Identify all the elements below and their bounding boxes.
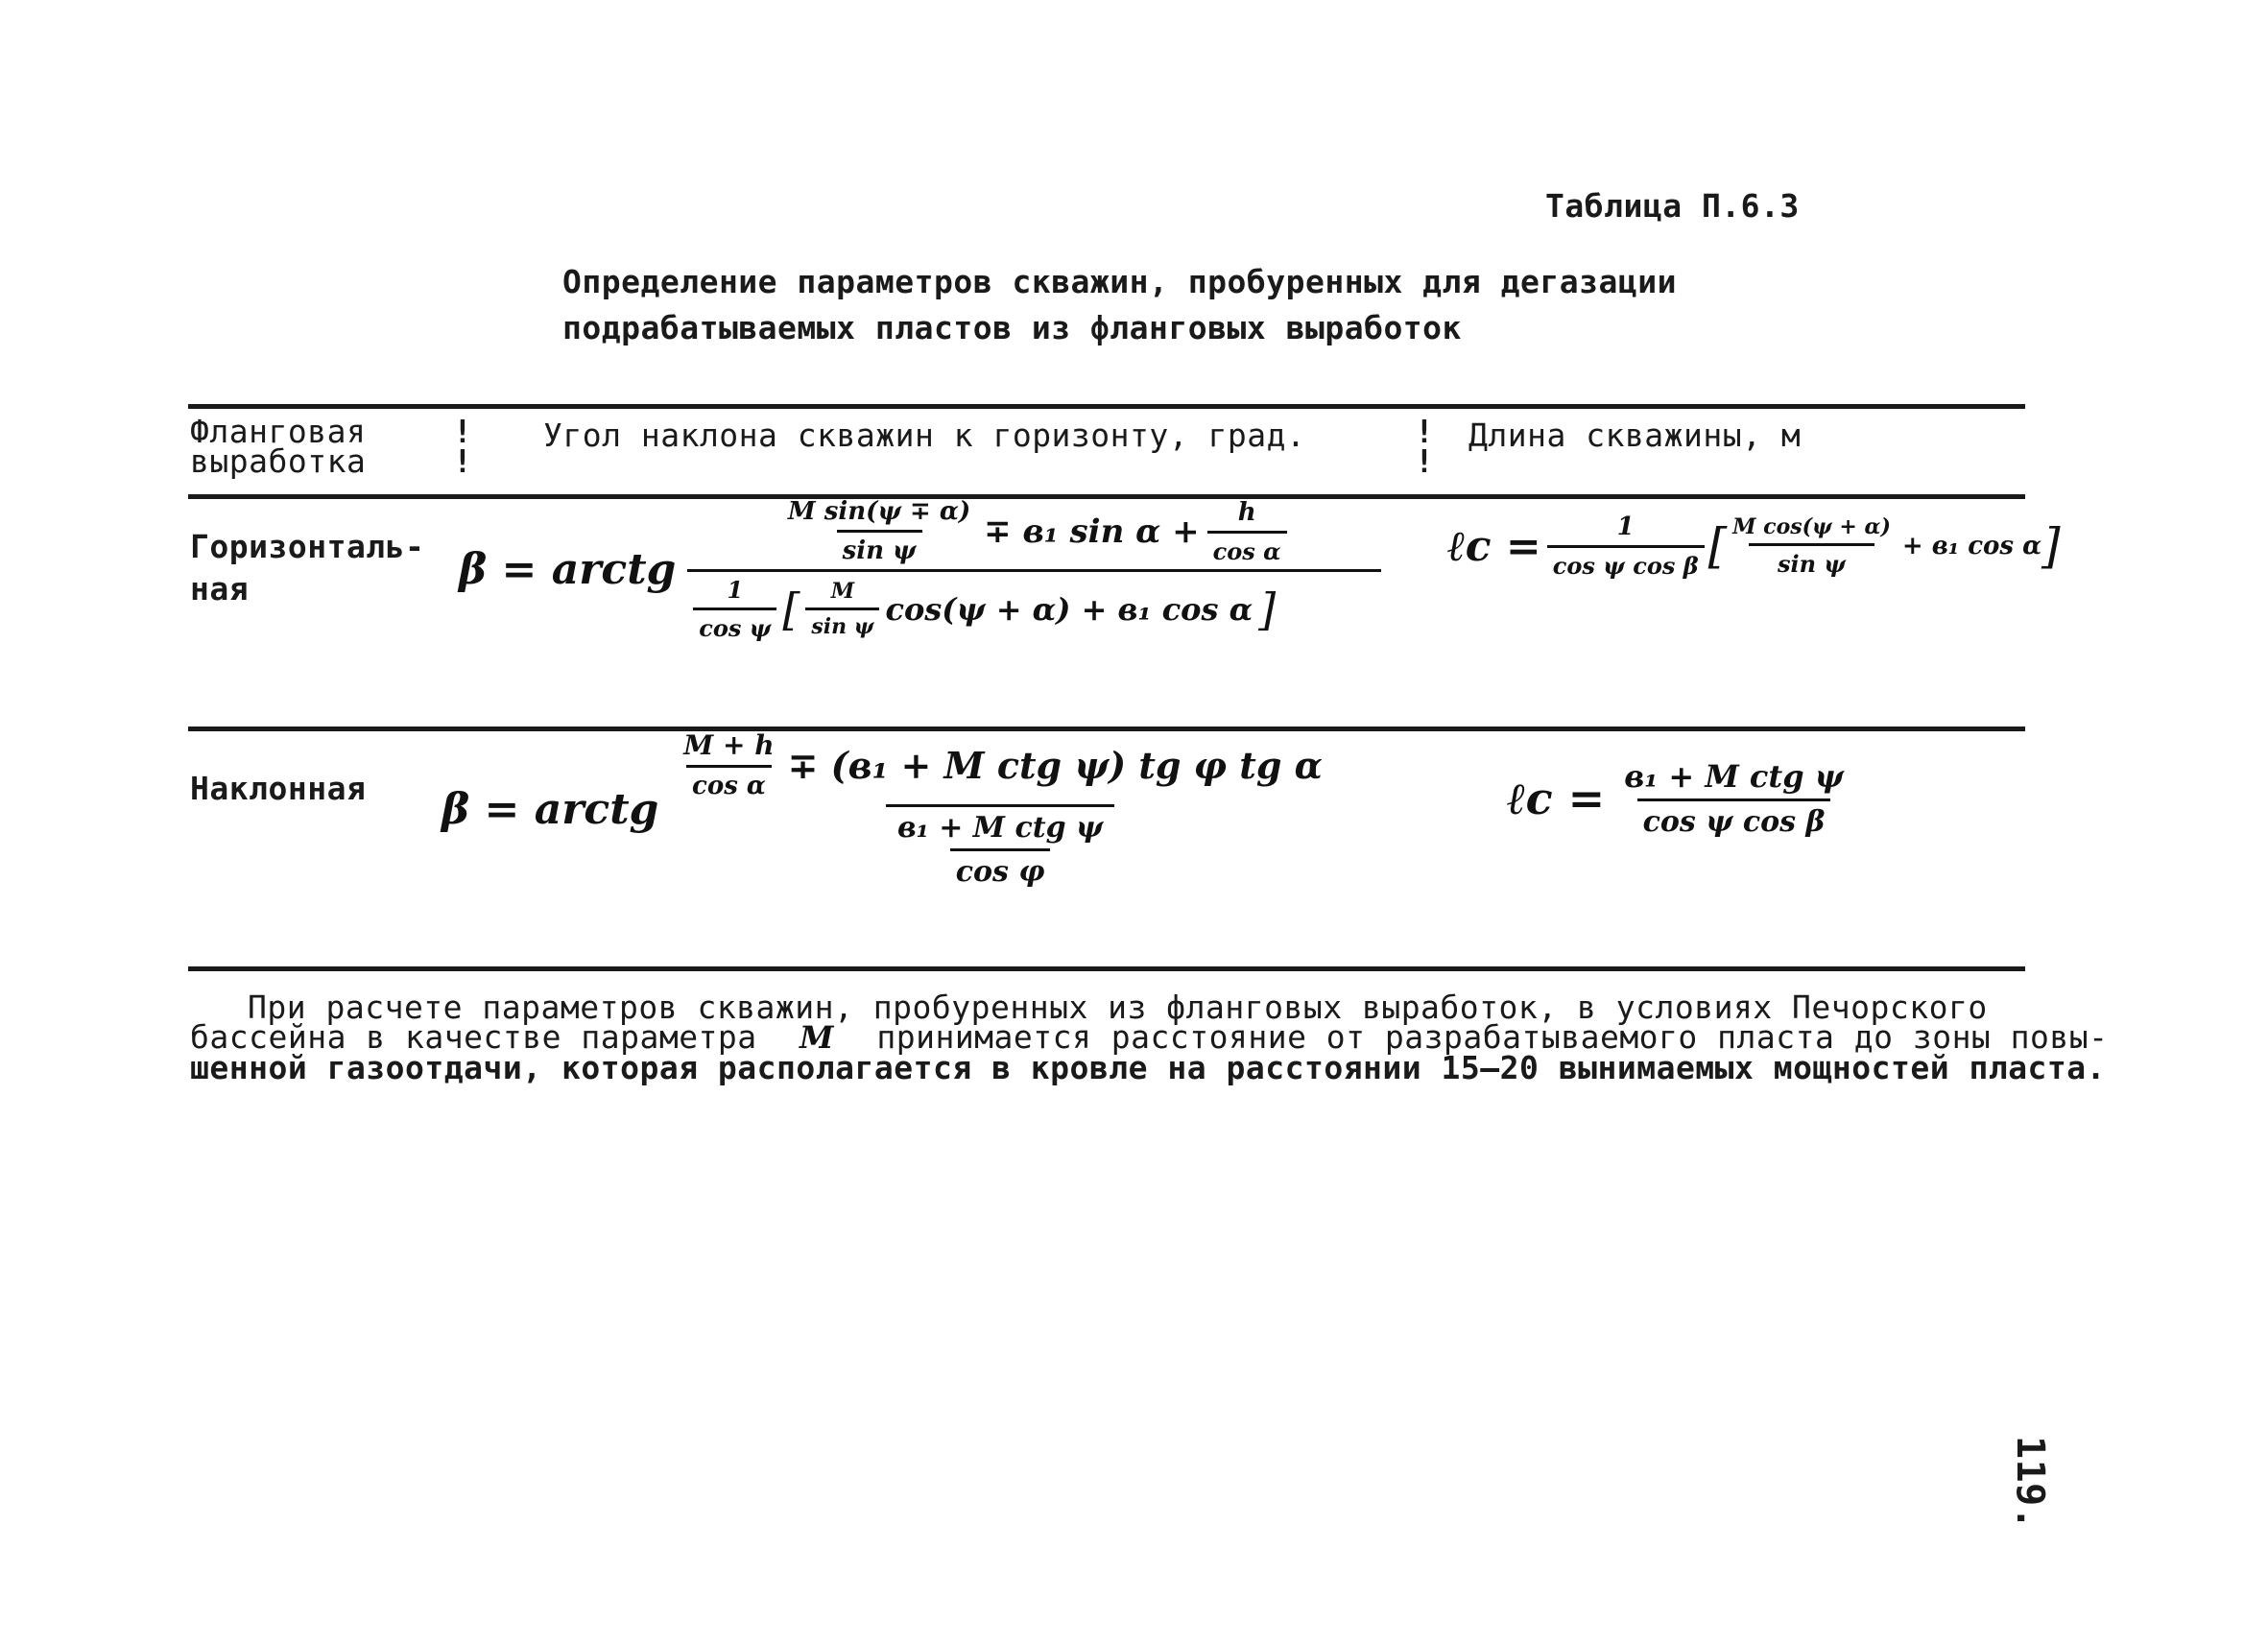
table-top-rule xyxy=(188,404,2025,409)
table-title-line2: подрабатываемых пластов из фланговых выработок xyxy=(562,309,1462,346)
page-number: 119. xyxy=(2008,1436,2052,1531)
note-paragraph xyxy=(190,989,2109,1086)
note-line1: При расчете параметров скважин, пробуренных из фланговых выработок, в условиях Печорского xyxy=(248,989,1988,1026)
table-bottom-rule xyxy=(188,966,2025,971)
header-col1-line2: выработка xyxy=(190,442,367,480)
table-title-line1: Определение параметров скважин, пробуренных для дегазации xyxy=(562,263,1677,300)
row-label-horizontal: Горизонталь- ная xyxy=(190,528,425,608)
header-separator-1: ! ! xyxy=(453,413,473,480)
formula-length-inclined: ℓc = $\frac{\text{в₁ + M ctg ψ}}{\text{cos ψ cos β}}$ xyxy=(1507,758,1844,839)
table-label: Таблица П.6.3 xyxy=(1545,187,1800,225)
note-param-m: M xyxy=(800,1019,834,1056)
header-col2: Угол наклона скважин к горизонту, град. xyxy=(543,417,1306,454)
note-line3: шенной газоотдачи, которая располагается в кровле на расстоянии 15–20 вынимаемых мощностей пласта. xyxy=(190,1049,2107,1086)
header-col1 xyxy=(190,413,367,480)
formula-angle-horizontal xyxy=(459,497,1381,642)
main-fraction: $\frac{\text{M sin(ψ ∓ α)}}{\text{sin ψ}}$ ∓ в₁ sin α + $\frac{h}{\text{cos α}}$ $\frac{1}{\text{cos ψ}}$ [ $\frac{M}{\text{sin ψ}}$ cos(ψ + α) + в₁ cos α ] xyxy=(687,497,1381,642)
main-fraction: $\frac{M + h}{\text{cos α}}$ ∓ (в₁ + M ctg ψ) tg φ tg α $\frac{\text{в₁ + M ctg ψ}}{\text{cos φ}}$ xyxy=(683,729,1323,889)
note-line2: бассейна в качестве параметра M принимается расстояние от разрабатываемого пласта до зоны повы- xyxy=(190,1018,2109,1056)
formula-angle-inclined: β = arctg $\frac{M + h}{\text{cos α}}$ ∓ (в₁ + M ctg ψ) tg φ tg α $\frac{\text{в₁ + M ctg ψ}}{\text{cos φ}}$ xyxy=(442,729,1328,889)
row-label-inclined: Наклонная xyxy=(190,770,367,807)
formula-lhs: β = arctg xyxy=(459,545,677,594)
header-col1-line1: Фланговая xyxy=(190,413,367,450)
formula-length-horizontal: ℓc = $\frac{1}{\text{cos ψ cos β}}$ [ $\frac{\text{M cos(ψ + α)}}{\text{sin ψ}}$ + в₁ cos α ] xyxy=(1447,512,2061,580)
header-col3: Длина скважины, м xyxy=(1468,417,1802,454)
header-separator-2: ! ! xyxy=(1415,413,1435,480)
